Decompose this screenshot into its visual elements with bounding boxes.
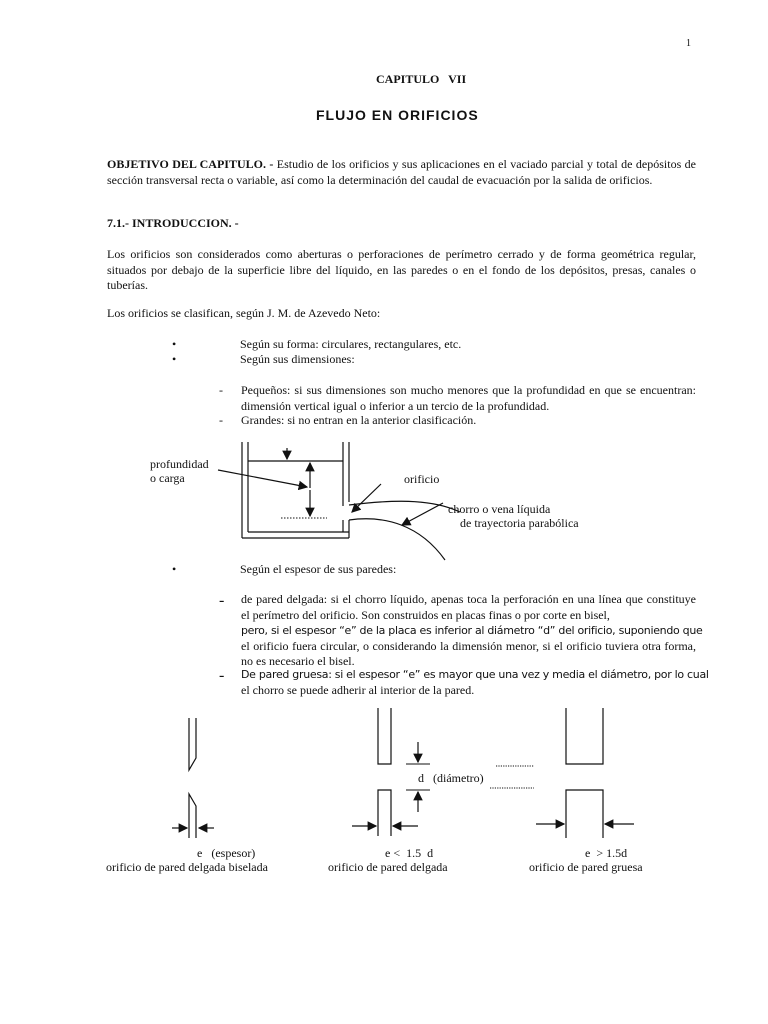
label-diameter: d (diámetro) [418, 771, 484, 785]
bullet-wall-thickness: • Según el espesor de sus paredes: [240, 562, 396, 578]
thin-wall-text-3: el orificio fuera circular, o considerando la dimensión menor, si el orificio tuviera otra forma, no es necesario el bisel. [241, 638, 696, 668]
label-e-thin: e < 1.5 d [385, 846, 434, 860]
thick-wall-text-2: el chorro se puede adherir al interior de la pared. [241, 682, 475, 697]
thin-wall-text-1: - de pared delgada: si el chorro líquido, apenas toca la perforación en una línea que constituye el perímetro del orificio. Son construidos en placas finas o por corte en bisel, [241, 592, 696, 622]
intro-paragraph: Los orificios son considerados como aberturas o perforaciones de perímetro cerrado y de forma geométrica regular, situados por debajo de la superficie libre del líquido, en las paredes o en el fondo de los depósitos, presas, canales o tuberías. [107, 247, 696, 292]
bullet-dimensions: • Según sus dimensiones: [240, 352, 355, 368]
caption-thin: orificio de pared delgada [328, 860, 448, 874]
page-title: FLUJO EN ORIFICIOS [316, 107, 479, 123]
caption-thick: orificio de pared gruesa [529, 860, 643, 874]
thin-wall-text-2: pero, si el espesor “e” de la placa es inferior al diámetro “d” del orificio, suponiendo que [241, 624, 703, 637]
label-e-espesor: e (espesor) [197, 846, 256, 860]
label-orifice: orificio [404, 472, 440, 486]
label-e-thick: e > 1.5d [585, 846, 628, 860]
label-jet-1: chorro o vena líquida [448, 502, 551, 516]
chapter-heading: CAPITULO VII [376, 72, 467, 86]
label-depth-2: o carga [150, 471, 185, 485]
item-large: - Grandes: si no entran en la anterior clasificación. [241, 413, 476, 429]
bullet-shape: • Según su forma: circulares, rectangulares, etc. [240, 337, 461, 353]
section-heading: 7.1.- INTRODUCCION. - [107, 216, 239, 230]
label-depth-1: profundidad [150, 457, 209, 471]
page-number: 1 [686, 38, 691, 49]
objective-text: Estudio de los orificios y sus aplicaciones en el vaciado parcial y total de depósitos de sección transversal recta o variable, así como la determinación del caudal de evacuación por la salida de orificios. [107, 157, 697, 187]
label-jet-2: de trayectoria parabólica [460, 516, 579, 530]
thick-wall-text-1: - De pared gruesa: si el espesor “e” es mayor que una vez y media el diámetro, por lo cual [241, 668, 709, 681]
objective-label: OBJETIVO DEL CAPITULO. - [107, 157, 274, 171]
thin-wall [378, 708, 391, 836]
beveled-wall [189, 718, 196, 838]
caption-beveled: orificio de pared delgada biselada [106, 860, 268, 874]
thick-wall [566, 708, 603, 838]
classification-intro: Los orificios se clasifican, según J. M. de Azevedo Neto: [107, 306, 381, 320]
item-small: - Pequeños: si sus dimensiones son mucho menores que la profundidad en que se encuentran: dimensión vertical igual o inferior a un tercio de la profundidad. [241, 383, 696, 414]
